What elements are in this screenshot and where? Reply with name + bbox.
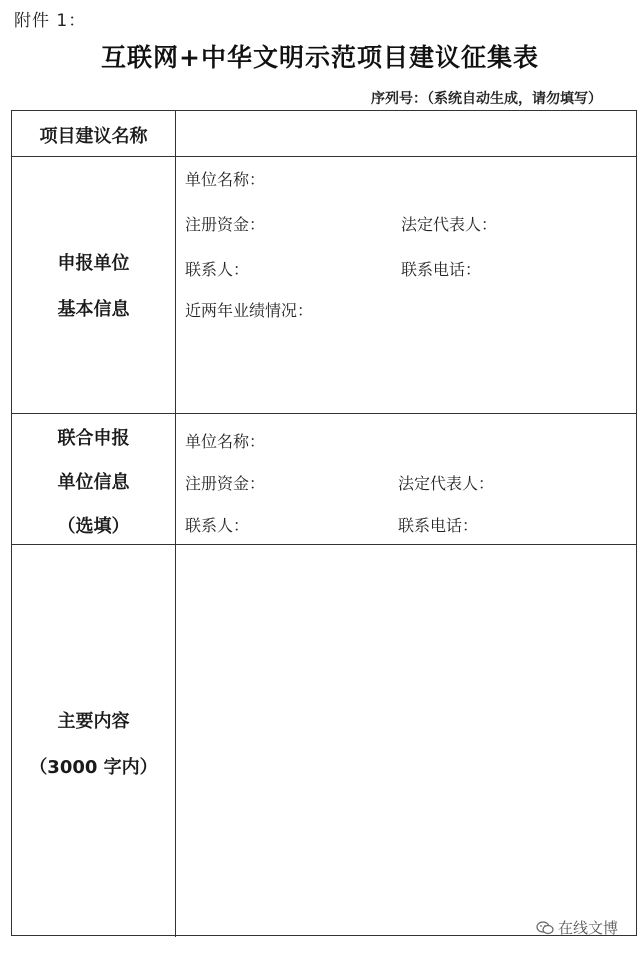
row-divider <box>12 544 636 545</box>
row-divider <box>12 413 636 414</box>
joint-legal-rep-field[interactable]: 法定代表人： <box>398 474 495 493</box>
serial-number-note: 序列号：（系统自动生成，请勿填写） <box>371 91 602 107</box>
applicant-info-label-line2: 基本信息 <box>57 299 130 320</box>
main-content-label <box>12 707 175 779</box>
wechat-icon <box>536 921 554 935</box>
main-content-label-line1: 主要内容 <box>57 711 130 732</box>
applicant-info-label <box>12 249 175 321</box>
watermark-text: 在线文博 <box>557 919 618 937</box>
attachment-label: 附件 1： <box>14 11 87 31</box>
applicant-legal-rep-field[interactable]: 法定代表人： <box>401 215 498 234</box>
applicant-unit-name-field[interactable]: 单位名称： <box>185 170 266 189</box>
main-content-label-line2: （3000 字内） <box>29 757 158 778</box>
joint-applicant-label <box>12 424 175 538</box>
joint-applicant-label-line1: 联合申报 <box>57 428 130 449</box>
form-title: 互联网+中华文明示范项目建议征集表 <box>101 43 539 72</box>
row-divider <box>12 156 636 157</box>
watermark <box>536 917 618 938</box>
joint-applicant-label-line2: 单位信息 <box>57 472 130 493</box>
applicant-phone-field[interactable]: 联系电话： <box>401 260 482 279</box>
joint-unit-name-field[interactable]: 单位名称： <box>185 432 266 451</box>
joint-registered-capital-field[interactable]: 注册资金： <box>185 474 266 493</box>
suggestion-form-table <box>11 110 637 936</box>
main-content-textarea[interactable] <box>176 546 636 935</box>
project-name-label: 项目建议名称 <box>39 126 148 147</box>
applicant-performance-field[interactable]: 近两年业绩情况： <box>185 301 314 320</box>
joint-contact-field[interactable]: 联系人： <box>185 516 250 535</box>
joint-phone-field[interactable]: 联系电话： <box>398 516 479 535</box>
applicant-registered-capital-field[interactable]: 注册资金： <box>185 215 266 234</box>
applicant-contact-field[interactable]: 联系人： <box>185 260 250 279</box>
joint-applicant-label-line3: （选填） <box>57 516 130 537</box>
applicant-info-label-line1: 申报单位 <box>57 253 130 274</box>
project-name-input[interactable] <box>176 112 636 155</box>
